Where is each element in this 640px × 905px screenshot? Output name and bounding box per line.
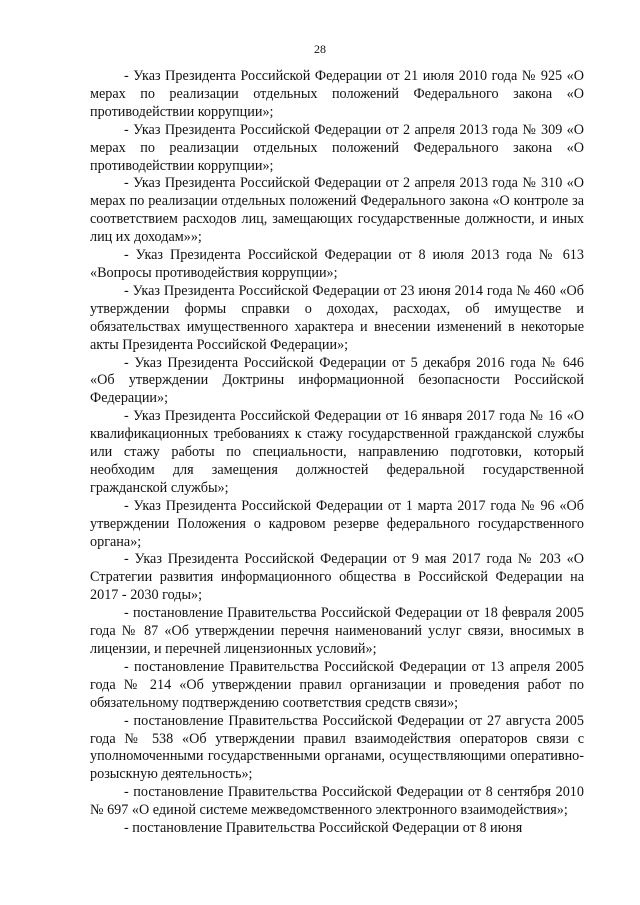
list-item-4: - Указ Президента Российской Федерации от 8 июля 2013 года № 613 «Вопросы противодействия коррупции»; — [90, 247, 584, 281]
list-item-5: - Указ Президента Российской Федерации от 23 июня 2014 года № 460 «Об утверждении формы справки о доходах, расходах, об имуществе и обязательствах имущественного характера и внесении изменений в некоторые акты Президента Российской Федерации»; — [90, 282, 584, 353]
page-number: 28 — [314, 42, 326, 56]
list-item-13: - постановление Правительства Российской Федерации от 8 сентября 2010 № 697 «О единой системе межведомственного электронного взаимодействия»; — [90, 784, 584, 819]
list-item-12: - постановление Правительства Российской Федерации от 27 августа 2005 года № 538 «Об утверждении правил взаимодействия операторов связи с уполномоченными государственными органами, осуществляющими оперативно-розыскную деятельность»; — [90, 712, 584, 783]
list-item-1: - Указ Президента Российской Федерации от 21 июля 2010 года № 925 «О мерах по реализации отдельных положений Федерального закона «О противодействии коррупции»; — [90, 68, 584, 120]
list-item-9: - Указ Президента Российской Федерации от 9 мая 2017 года № 203 «О Стратегии развития информационного общества в Российской Федерации на 2017 - 2030 годы»; — [90, 551, 584, 604]
list-item-8: - Указ Президента Российской Федерации от 1 марта 2017 года № 96 «Об утверждении Положения о кадровом резерве федерального государственного органа»; — [90, 497, 584, 550]
list-item-3: - Указ Президента Российской Федерации от 2 апреля 2013 года № 310 «О мерах по реализации отдельных положений Федерального закона «О контроле за соответствием расходов лиц, замещающих государственные должности, и иных лиц их доходам»»; — [90, 175, 584, 246]
list-item-7: - Указ Президента Российской Федерации от 16 января 2017 года № 16 «О квалификационных требованиях к стажу государственной гражданской службы или стажу работы по специальности, направлению подготовки, который необходим для замещения должностей федеральной государственной гражданской службы»; — [90, 408, 584, 496]
list-item-11: - постановление Правительства Российской Федерации от 13 апреля 2005 года № 214 «Об утверждении правил организации и проведения работ по обязательному подтверждению соответствия средств связи»; — [90, 658, 584, 711]
document-body — [90, 68, 584, 838]
list-item-6: - Указ Президента Российской Федерации от 5 декабря 2016 года № 646 «Об утверждении Доктрины информационной безопасности Российской Федерации»; — [90, 354, 584, 407]
list-item-14: - постановление Правительства Российской Федерации от 8 июня — [124, 820, 523, 837]
list-item-10: - постановление Правительства Российской Федерации от 18 февраля 2005 года № 87 «Об утверждении перечня наименований услуг связи, вносимых в лицензии, и перечней лицензионных условий»; — [90, 605, 584, 657]
list-item-2: - Указ Президента Российской Федерации от 2 апреля 2013 года № 309 «О мерах по реализации отдельных положений Федерального закона «О противодействии коррупции»; — [90, 121, 584, 174]
